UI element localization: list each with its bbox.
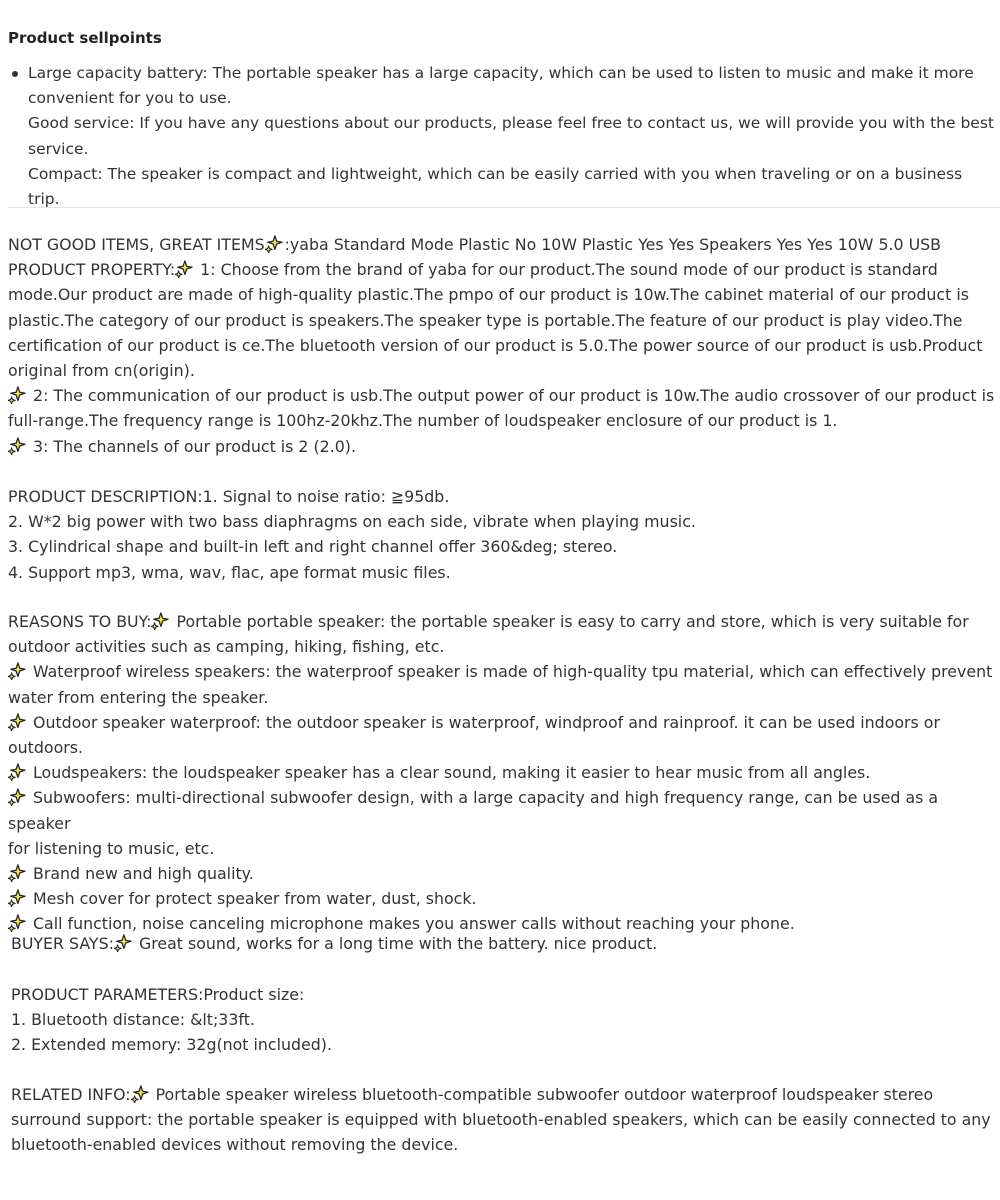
text-line [8,710,998,735]
text-line: full-range.The frequency range is 100hz-20khz.The number of loudspeaker enclosure of our product is 1. [8,411,838,431]
text-line: plastic.The category of our product is speakers.The speaker type is portable.The feature of our product is play video.The [8,310,963,330]
text-line: outdoor activities such as camping, hiking, fishing, etc. [8,637,445,657]
text-line [8,609,998,634]
sparkle-icon [151,612,169,630]
text: 1: Choose from the brand of yaba for our product.The sound mode of our product is standard [195,260,938,280]
text: Brand new and high quality. [28,864,254,884]
text: Portable speaker wireless bluetooth-compatible subwoofer outdoor waterproof loudspeaker stereo [150,1085,934,1104]
sparkle-icon [8,763,26,781]
text-line: surround support: the portable speaker is equipped with bluetooth-enabled speakers, which can be easily connected to any [11,1110,991,1130]
text-line: 1. Bluetooth distance: &lt;33ft. [11,1010,255,1030]
text: Loudspeakers: the loudspeaker speaker has a clear sound, making it easier to hear music from all angles. [28,763,871,783]
sparkle-icon [265,235,283,253]
label: PRODUCT PROPERTY: [8,260,176,280]
sparkle-icon [8,914,26,932]
text-line: original from cn(origin). [8,361,195,381]
sellpoints-list-item [8,61,998,212]
product-parameters-section [11,982,1000,1058]
text: Mesh cover for protect speaker from water, dust, shock. [28,889,477,909]
sparkle-icon [131,1085,149,1103]
text-line [8,257,998,282]
text-line: PRODUCT PARAMETERS:Product size: [11,985,305,1004]
text: Great sound, works for a long time with the battery. nice product. [133,934,658,953]
label: RELATED INFO: [11,1085,131,1104]
sparkle-icon [8,713,26,731]
sellpoint-line: Good service: If you have any questions about our products, please feel free to contact us, we will provide you with the best [28,114,994,133]
product-description-section [8,484,998,585]
text-line [8,785,998,835]
sparkle-icon [8,662,26,680]
label: BUYER SAYS: [11,934,114,953]
label: NOT GOOD ITEMS, GREAT ITEMS [8,235,265,254]
text-line: outdoors. [8,738,83,758]
text-line: water from entering the speaker. [8,687,269,707]
related-info-section [11,1082,1000,1158]
sellpoint-line: Large capacity battery: The portable speaker has a large capacity, which can be used to listen to music and make it more [28,64,974,82]
text: Subwoofers: multi-directional subwoofer design, with a large capacity and high frequency range, can be used as a speaker [8,788,939,833]
sellpoint-line: Compact: The speaker is compact and lightweight, which can be easily carried with you when traveling or on a business trip. [28,164,963,209]
sparkle-icon [8,864,26,882]
text-line: certification of our product is ce.The bluetooth version of our product is 5.0.The power source of our product is usb.Product [8,335,983,355]
text: Outdoor speaker waterproof: the outdoor speaker is waterproof, windproof and rainproof. it can be used indoors or [28,712,940,732]
text-line [8,861,998,886]
text: 2: The communication of our product is usb.The output power of our product is 10w.The audio crossover of our product is [28,386,995,406]
text: :yaba Standard Mode Plastic No 10W Plastic Yes Yes Speakers Yes Yes 10W 5.0 USB [284,235,942,254]
sellpoints-list [8,61,998,212]
text-line [8,659,998,684]
text-line: PRODUCT DESCRIPTION:1. Signal to noise ratio: ≧95db. [8,487,450,506]
sparkle-icon [8,386,26,404]
text-line [8,886,998,911]
text-line: 4. Support mp3, wma, wav, flac, ape format music files. [8,562,451,582]
sparkle-icon [8,788,26,806]
label: REASONS TO BUY: [8,612,152,631]
text-line: 2. W*2 big power with two bass diaphragms on each side, vibrate when playing music. [8,512,696,532]
sparkle-icon [8,889,26,907]
text-line: 3. Cylindrical shape and built-in left and right channel offer 360&deg; stereo. [8,537,618,557]
reasons-to-buy-section [8,609,998,937]
sparkle-icon [8,437,26,455]
text-line [11,931,1000,956]
text-line [8,760,998,785]
buyer-says-section [11,931,1000,956]
text-line [8,434,998,459]
sparkle-icon [114,934,132,952]
not-good-items-section [8,232,998,459]
text-line: bluetooth-enabled devices without removing the device. [11,1135,459,1155]
sellpoints-title: Product sellpoints [8,29,162,47]
text-line [8,232,998,257]
text-line: mode.Our product are made of high-quality plastic.The pmpo of our product is 10w.The cabinet material of our product is [8,285,969,305]
text-line: for listening to music, etc. [8,838,215,858]
section-divider [8,207,1000,208]
text: Waterproof wireless speakers: the waterproof speaker is made of high-quality tpu material, which can effectively prevent [28,662,993,682]
text-line [8,383,998,408]
sparkle-icon [175,260,193,278]
text-line: 2. Extended memory: 32g(not included). [11,1035,332,1055]
text: Call function, noise canceling microphone makes you answer calls without reaching your phone. [28,914,795,934]
text: Portable portable speaker: the portable speaker is easy to carry and store, which is very suitable for [171,612,969,631]
sellpoint-line: convenient for you to use. [28,89,232,108]
text-line [11,1082,1000,1107]
text: 3: The channels of our product is 2 (2.0). [28,436,356,456]
sellpoint-line: service. [28,139,89,158]
